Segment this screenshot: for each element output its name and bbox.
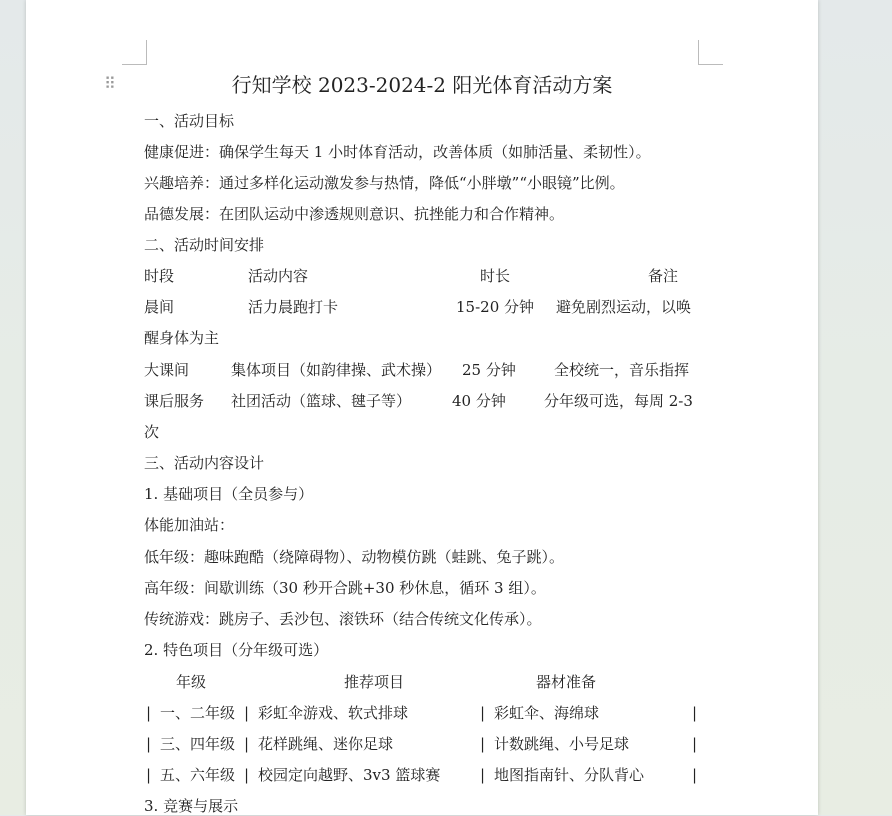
subsection-heading: 1. 基础项目（全员参与） xyxy=(144,485,314,503)
schedule-header-note: 备注 xyxy=(648,267,679,285)
table-separator: | xyxy=(692,704,698,722)
table-separator: | xyxy=(480,704,486,722)
feature-cell-equipment: 彩虹伞、海绵球 xyxy=(494,704,600,722)
table-separator: | xyxy=(244,766,250,784)
section-heading: 二、活动时间安排 xyxy=(144,236,265,254)
schedule-cell-content: 活力晨跑打卡 xyxy=(248,298,339,316)
feature-cell-grade: 五、六年级 xyxy=(160,766,236,784)
paragraph-label: 体能加油站： xyxy=(144,516,235,534)
feature-cell-grade: 一、二年级 xyxy=(160,704,236,722)
paragraph: 高年级：间歇训练（30 秒开合跳+30 秒休息，循环 3 组）。 xyxy=(144,579,546,597)
table-separator: | xyxy=(244,735,250,753)
feature-header-grade: 年级 xyxy=(176,673,207,691)
drag-handle-icon[interactable]: ⠿ xyxy=(104,74,114,93)
section-heading: 三、活动内容设计 xyxy=(144,454,265,472)
table-separator: | xyxy=(692,735,698,753)
schedule-header-period: 时段 xyxy=(144,267,175,285)
table-separator: | xyxy=(146,766,152,784)
feature-cell-grade: 三、四年级 xyxy=(160,735,236,753)
table-separator: | xyxy=(146,735,152,753)
feature-cell-project: 彩虹伞游戏、软式排球 xyxy=(258,704,409,722)
margin-corner-top-left xyxy=(122,40,147,65)
schedule-cell-note-continued: 次 xyxy=(144,423,160,441)
document-title: 行知学校 2023-2024-2 阳光体育活动方案 xyxy=(231,73,613,97)
paragraph: 传统游戏：跳房子、丢沙包、滚铁环（结合传统文化传承）。 xyxy=(144,610,542,628)
schedule-cell-note: 分年级可选，每周 2-3 xyxy=(544,392,693,410)
schedule-cell-note-continued: 醒身体为主 xyxy=(144,329,220,347)
schedule-cell-note: 避免剧烈运动，以唤 xyxy=(556,298,692,316)
paragraph: 品德发展：在团队运动中渗透规则意识、抗挫能力和合作精神。 xyxy=(144,205,565,223)
schedule-cell-period: 大课间 xyxy=(144,361,190,379)
feature-cell-project: 花样跳绳、迷你足球 xyxy=(258,735,394,753)
feature-cell-equipment: 计数跳绳、小号足球 xyxy=(494,735,630,753)
schedule-cell-period: 课后服务 xyxy=(144,392,205,410)
table-separator: | xyxy=(146,704,152,722)
section-heading: 一、活动目标 xyxy=(144,112,235,130)
margin-corner-top-right xyxy=(698,40,723,65)
paragraph: 健康促进：确保学生每天 1 小时体育活动，改善体质（如肺活量、柔韧性）。 xyxy=(144,143,651,161)
schedule-header-content: 活动内容 xyxy=(248,267,309,285)
feature-cell-project: 校园定向越野、3v3 篮球赛 xyxy=(258,766,441,784)
schedule-cell-note: 全校统一，音乐指挥 xyxy=(554,361,690,379)
table-separator: | xyxy=(244,704,250,722)
table-separator: | xyxy=(692,766,698,784)
subsection-heading: 2. 特色项目（分年级可选） xyxy=(144,641,329,659)
feature-header-equipment: 器材准备 xyxy=(536,673,597,691)
schedule-cell-content: 集体项目（如韵律操、武术操） xyxy=(231,361,442,379)
paragraph: 低年级：趣味跑酷（绕障碍物）、动物模仿跳（蛙跳、兔子跳）。 xyxy=(144,548,565,566)
schedule-cell-period: 晨间 xyxy=(144,298,175,316)
paragraph: 兴趣培养：通过多样化运动激发参与热情，降低“小胖墩”“小眼镜”比例。 xyxy=(144,174,625,192)
table-separator: | xyxy=(480,735,486,753)
schedule-cell-duration: 15-20 分钟 xyxy=(456,298,535,316)
table-separator: | xyxy=(480,766,486,784)
schedule-cell-content: 社团活动（篮球、毽子等） xyxy=(231,392,412,410)
subsection-heading: 3. 竞赛与展示 xyxy=(144,797,239,815)
schedule-header-duration: 时长 xyxy=(480,267,511,285)
feature-cell-equipment: 地图指南针、分队背心 xyxy=(494,766,645,784)
schedule-cell-duration: 40 分钟 xyxy=(452,392,506,410)
feature-header-project: 推荐项目 xyxy=(344,673,405,691)
document-page xyxy=(26,0,818,815)
schedule-cell-duration: 25 分钟 xyxy=(462,361,516,379)
